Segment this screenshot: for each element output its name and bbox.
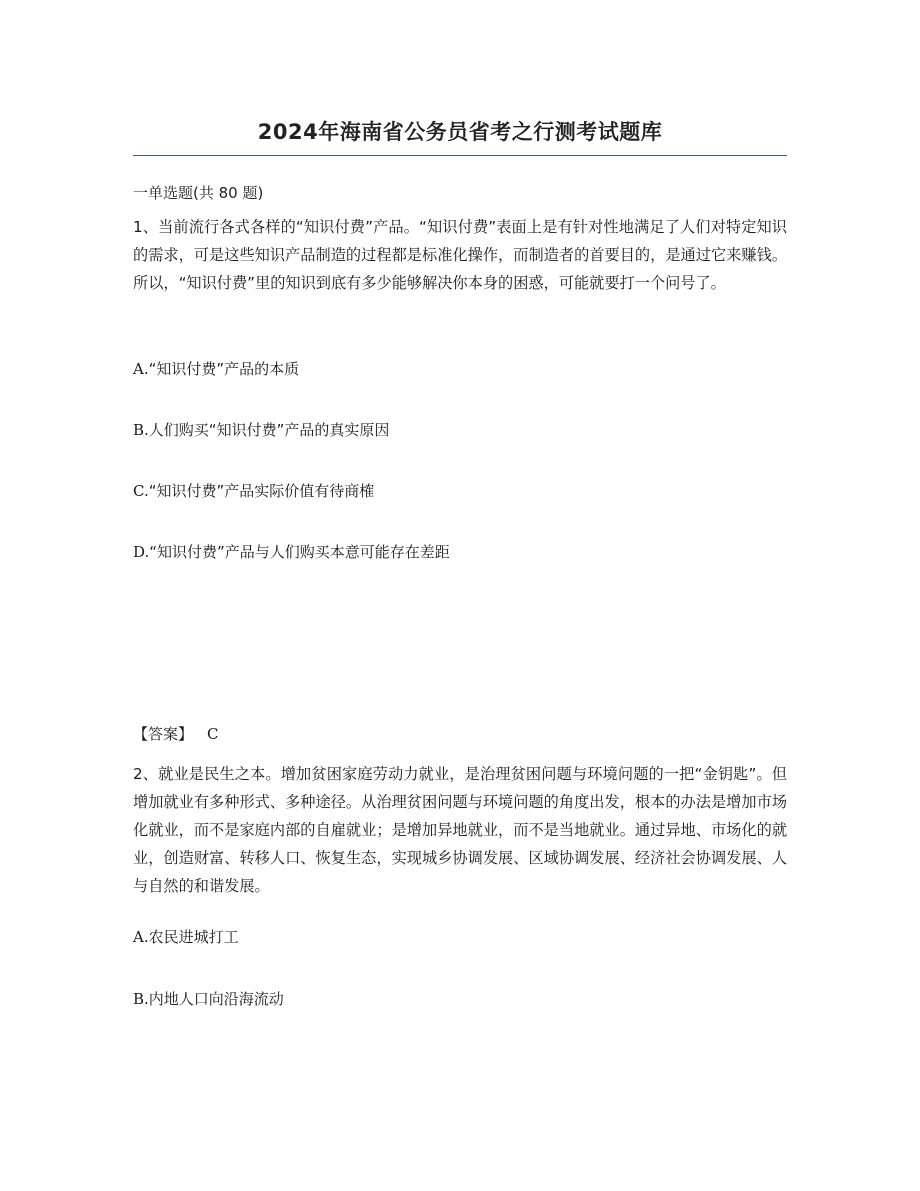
option-letter: A. xyxy=(133,360,149,378)
option-letter: D. xyxy=(133,543,150,561)
document-title: 2024年海南省公务员省考之行测考试题库 xyxy=(257,120,663,144)
question-1-stem: 1、当前流行各式各样的“知识付费”产品。“知识付费”表面上是有针对性地满足了人们对特定知识的需求，可是这些知识产品制造的过程都是标准化操作，而制造者的首要目的，是通过它来赚钱。所以，“知识付费”里的知识到底有多少能够解决你本身的困惑，可能就要打一个问号了。 xyxy=(133,218,787,292)
answer-value: C xyxy=(207,725,219,743)
option-text: 人们购买“知识付费”产品的真实原因 xyxy=(148,421,390,439)
question-2-option-a xyxy=(133,926,239,947)
section-heading: 一单选题(共 80 题) xyxy=(133,184,264,202)
question-1-answer xyxy=(133,723,219,744)
option-text: 农民进城打工 xyxy=(148,928,239,946)
option-letter: C. xyxy=(133,482,149,500)
question-1-option-c xyxy=(133,480,374,501)
option-letter: A. xyxy=(133,928,149,946)
title-underline xyxy=(133,155,787,156)
option-text: “知识付费”产品实际价值有待商榷 xyxy=(148,482,375,500)
option-text: “知识付费”产品的本质 xyxy=(148,360,300,378)
question-2-option-b xyxy=(133,988,284,1009)
question-1-option-b xyxy=(133,419,389,440)
question-2-stem: 2、就业是民生之本。增加贫困家庭劳动力就业，是治理贫困问题与环境问题的一把“金钥匙”。但增加就业有多种形式、多种途径。从治理贫困问题与环境问题的角度出发，根本的办法是增加市场化就业，而不是家庭内部的自雇就业；是增加异地就业，而不是当地就业。通过异地、市场化的就业，创造财富、转移人口、恢复生态，实现城乡协调发展、区域协调发展、经济社会协调发展、人与自然的和谐发展。 xyxy=(133,765,787,895)
option-letter: B. xyxy=(133,421,149,439)
option-letter: B. xyxy=(133,990,149,1008)
answer-label: 【答案】 xyxy=(133,725,194,743)
question-1-option-a xyxy=(133,358,299,379)
option-text: 内地人口向沿海流动 xyxy=(148,990,284,1008)
question-1-option-d xyxy=(133,541,450,562)
option-text: “知识付费”产品与人们购买本意可能存在差距 xyxy=(149,543,450,561)
